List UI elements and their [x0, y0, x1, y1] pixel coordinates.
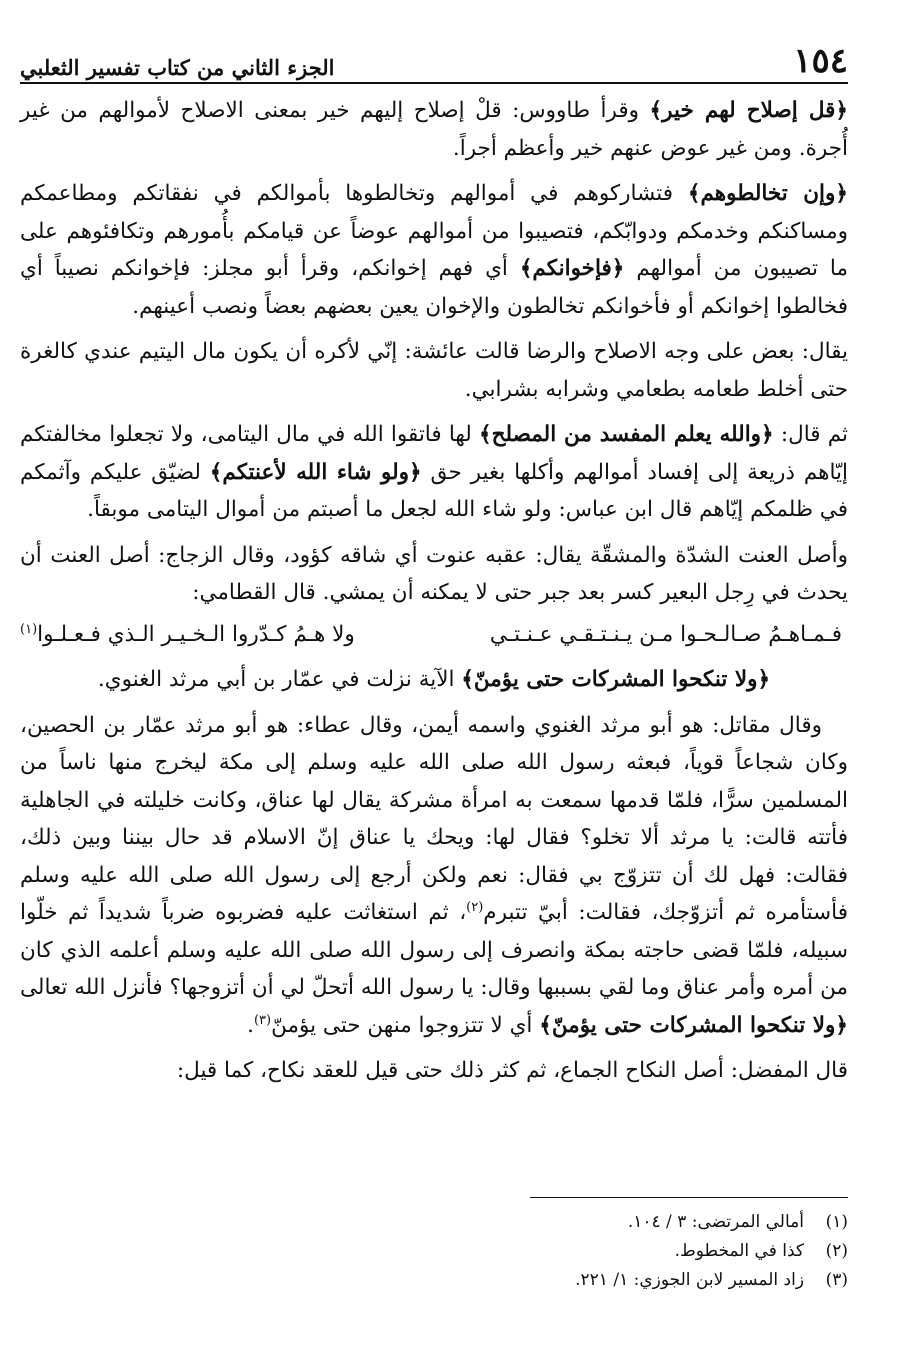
paragraph-text: أي لا تتزوجوا منهن حتى يؤمنّ: [271, 1012, 540, 1038]
paragraph-text: وقال مقاتل: هو أبو مرثد الغنوي واسمه أيمن، وقال عطاء: هو أبو مرثد عمّار بن الحصين، وكان شجاعاً قوياً، فبعثه رسول الله صلى الله عليه وسلم إلى مكة ليخرج منها ناساً من المسلمين سرًّا، فلمّا قدمها سمعت به امرأة مشركة يقال لها عناق، وكانت خليلته في الجاهلية فأتته قالت: يا مرثد ألا تخلو؟ فقال لها: ويحك يا عناق إنّ الاسلام قد حال بيننا وبين ذلك، فقالت: فهل لك أن تتزوّج بي فقال: نعم ولكن أرجع إلى رسول الله صلى الله عليه وسلم فأستأمره ثم أتزوّجك، فقالت: أبيّ تتبرم: [20, 712, 848, 925]
verse-first-hemistich: فـمـاهـمُ صـالـحـوا مـن يـنـتـقـي عـنـتـي: [489, 621, 842, 647]
footnote-text: زاد المسير لابن الجوزي: ١/ ٢٢١.: [575, 1270, 804, 1290]
page-header: [20, 30, 848, 84]
footnote-text: كذا في المخطوط.: [674, 1241, 804, 1261]
footnote-ref: (١): [20, 621, 38, 637]
verse-second-hemistich: ولا هـمُ كـدّروا الـخـيـر الـذي فـعـلـوا$^{(١)}$: [20, 621, 355, 647]
paragraph-2: [20, 175, 848, 325]
paragraph-1: [20, 92, 848, 167]
quranic-quote: ﴿قل إصلاح لهم خير﴾: [649, 98, 848, 123]
footnote: [348, 1266, 848, 1295]
footnote-divider: [530, 1197, 848, 1198]
footnote: [348, 1208, 848, 1237]
quranic-quote: ﴿ولا تنكحوا المشركات حتى يؤمنّ﴾: [461, 667, 771, 692]
footnote-ref: (٢): [466, 899, 484, 915]
paragraph-text: ثم قال:: [773, 422, 849, 447]
page-number: ١٥٤: [793, 41, 848, 81]
paragraph-text: لضيّق عليكم وآثمكم في ظلمكم إيّاهم قال ابن عباس: ولو شاء الله لجعل ما أصبتم من أموال اليتامى موبقاً.: [20, 459, 848, 522]
paragraph-3: [20, 333, 848, 408]
quranic-quote: ﴿فإخوانكم﴾: [519, 256, 625, 281]
quranic-quote: ﴿وإن تخالطوهم﴾: [687, 181, 848, 206]
paragraph-text: قال المفضل: أصل النكاح الجماع، ثم كثر ذلك حتى قيل للعقد نكاح، كما قيل:: [176, 1058, 848, 1083]
paragraph-4: [20, 416, 848, 529]
story-paragraph: وقال مقاتل: هو أبو مرثد الغنوي واسمه أيمن، وقال عطاء: هو أبو مرثد عمّار بن الحصين، وكان شجاعاً قوياً، فبعثه رسول الله صلى الله عليه وسلم إلى مكة ليخرج منها ناساً من المسلمين سرًّا، فلمّا قدمها سمعت به امرأة مشركة يقال لها عناق، وكانت خليلته في الجاهلية فأتته قالت: يا مرثد ألا تخلو؟ فقال لها: ويحك يا عناق إنّ الاسلام قد حال بيننا وبين ذلك، فقالت: فهل لك أن تتزوّج بي فقال: نعم ولكن أرجع إلى رسول الله صلى الله عليه وسلم فأستأمره ثم أتزوّجك، فقالت: أبيّ تتبرم$^{(٢)}$، ثم استغاثت عليه فضربوه ضرباً شديداً ثم خلّوا سبيله، فلمّا قضى حاجته بمكة وانصرف إلى رسول الله صلى الله عليه وسلم أعلمه الذي كان من أمره وأمر عناق وما لقي بسببها وقال: يا رسول الله أتحلّ لي أن أتزوجها؟ فأنزل الله تعالى ﴿ولا تنكحوا المشركات حتى يؤمنّ﴾ أي لا تتزوجوا منهن حتى يؤمنّ$^{(٣)}$.: [20, 712, 848, 1038]
paragraph-text: يقال: بعض على وجه الاصلاح والرضا قالت عائشة: إنّي لأكره أن يكون مال اليتيم عندي كالغرة حتى أخلط طعامه بطعامي وشرابه بشرابي.: [20, 339, 848, 402]
quranic-quote: ﴿والله يعلم المفسد من المصلح﴾: [479, 422, 774, 447]
quranic-quote: ﴿ولو شاء الله لأعنتكم﴾: [209, 459, 422, 485]
verse-quote-line: [20, 661, 848, 699]
running-title: الجزء الثاني من كتاب تفسير الثعلبي: [20, 55, 335, 80]
quranic-quote: ﴿ولا تنكحوا المشركات حتى يؤمنّ﴾: [539, 1012, 848, 1038]
paragraph-text: أي فهم إخوانكم، وقرأ أبو مجلز: فإخوانكم نصيباً أي فخالطوا إخوانكم أو فأخوانكم تخالطون والإخوان يعين بعضهم بعضاً ونصب أعينهم.: [20, 256, 848, 319]
paragraph-text: وقرأ طاووس: قلْ إصلاح إليهم خير بمعنى الاصلاح لأموالهم من غير أُجرة. ومن غير عوض عنهم خير وأعظم أجراً.: [20, 98, 848, 161]
footnote-ref: (٣): [253, 1012, 272, 1028]
footnote-text: أمالي المرتضى: ٣ / ١٠٤.: [627, 1212, 804, 1232]
footnote: [348, 1237, 848, 1266]
paragraph-text: الآية نزلت في عمّار بن أبي مرثد الغنوي.: [97, 667, 462, 692]
poetry-verse: [20, 616, 848, 654]
paragraph-5: [20, 537, 848, 612]
footnote-number: (٣): [825, 1270, 848, 1290]
paragraph-text: لها فاتقوا الله في مال اليتامى، ولا تجعلوا مخالفتكم إيّاهم ذريعة إلى إفساد أموالهم وأكلها بغير حق: [20, 422, 848, 485]
footnote-number: (٢): [825, 1241, 848, 1261]
paragraph-text: وأصل العنت الشدّة والمشقّة يقال: عقبه عنوت أي شاقه كؤود، وقال الزجاج: أصل العنت أن يحدث في رِجل البعير كسر بعد جبر حتى لا يمكنه أن يمشي. قال القطامي:: [20, 542, 848, 605]
page-body: [20, 92, 848, 1098]
paragraph-text: فتشاركوهم في أموالهم وتخالطوها بأموالكم في نفقاتكم ومطاعمكم ومساكنكم وخدمكم ودوابّكم، فتصيبوا من أموالهم عوضاً عن قيامكم بأُمورهم وتكافئوهم على ما تصيبون من أموالهم: [20, 181, 848, 281]
footnotes: [348, 1208, 848, 1295]
footnote-number: (١): [825, 1212, 848, 1232]
closing-paragraph: [20, 1052, 848, 1090]
paragraph-text: ، ثم استغاثت عليه فضربوه ضرباً شديداً ثم خلّوا سبيله، فلمّا قضى حاجته بمكة وانصرف إلى رسول الله صلى الله عليه وسلم أعلمه الذي كان من أمره وأمر عناق وما لقي بسببها وقال: يا رسول الله أتحلّ لي أن أتزوجها؟ فأنزل الله تعالى: [20, 900, 848, 1000]
